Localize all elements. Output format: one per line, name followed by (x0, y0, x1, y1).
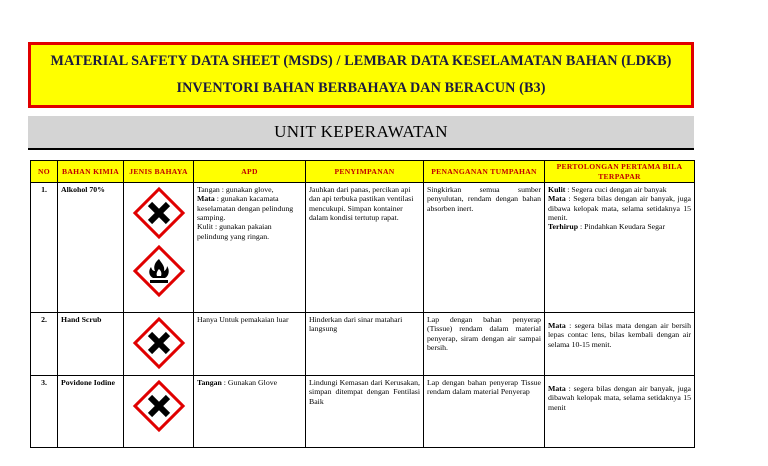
harmful-icon (131, 378, 187, 434)
flammable-icon (131, 243, 187, 299)
storage-cell: Jauhkan dari panas, percikan api dan api terbuka pastikan ventilasi mencukupi. Simpan kontainer dalam kondisi tertutup rapat. (306, 183, 424, 313)
unit-heading: UNIT KEPERAWATAN (28, 116, 694, 150)
table-row (31, 376, 695, 448)
column-header-no: NO (31, 161, 58, 183)
apd-cell: Tangan : gunakan glove, Mata : gunakan kacamata keselamatan dengan pelindung samping. Kulit : gunakan pakaian pelindung yang ringan. (194, 183, 306, 313)
table-row (31, 313, 695, 376)
row-number: 3. (31, 376, 58, 448)
first-aid-cell: Mata : segera bilas dengan air banyak, juga dibawah kelopak mata, selama setidaknya 15 menit (545, 376, 695, 448)
harmful-icon (131, 185, 187, 241)
hazard-cell (124, 183, 194, 313)
column-header-jenis-bahaya: JENIS BAHAYA (124, 161, 194, 183)
apd-label: Mata (197, 194, 215, 204)
msds-table (30, 160, 695, 448)
spill-cell: Lap dengan bahan penyerap Tissue rendam dalam material Penyerap (424, 376, 545, 448)
chemical-name: Hand Scrub (58, 313, 124, 376)
title-banner (28, 42, 694, 108)
document-title: MATERIAL SAFETY DATA SHEET (MSDS) / LEMBAR DATA KESELAMATAN BAHAN (LDKB) (50, 52, 672, 69)
storage-cell: Lindungi Kemasan dari Kerusakan, simpan ditempat dengan Fentilasi Baik (306, 376, 424, 448)
storage-cell: Hinderkan dari sinar matahari langsung (306, 313, 424, 376)
table-row (31, 183, 695, 313)
chemical-name: Alkohol 70% (58, 183, 124, 313)
harmful-icon (131, 315, 187, 371)
column-header-penanganan: PENANGANAN TUMPAHAN (424, 161, 545, 183)
row-number: 1. (31, 183, 58, 313)
table-header-row (31, 161, 695, 183)
apd-cell: Hanya Untuk pemakaian luar (194, 313, 306, 376)
column-header-apd: APD (194, 161, 306, 183)
first-aid-cell: Mata : segera bilas mata dengan air bersih lepas contac lens, bilas kembali dengan air selama 10-15 menit. (545, 313, 695, 376)
document-subtitle: INVENTORI BAHAN BERBAHAYA DAN BERACUN (B3) (176, 80, 546, 96)
spill-cell: Lap dengan bahan penyerap (Tissue) rendam dalam material penyerap, siram dengan air sampai bersih. (424, 313, 545, 376)
chemical-name: Povidone Iodine (58, 376, 124, 448)
apd-label: Tangan (197, 185, 220, 194)
hazard-cell (124, 313, 194, 376)
spill-cell: Singkirkan semua sumber penyulutan, rendam dengan bahan absorben inert. (424, 183, 545, 313)
hazard-cell (124, 376, 194, 448)
row-number: 2. (31, 313, 58, 376)
column-header-pertolongan: PERTOLONGAN PERTAMA BILA TERPAPAR (545, 161, 695, 183)
first-aid-cell: Kulit : Segera cuci dengan air banyak Mata : Segera bilas dengan air banyak, juga dibawa kelopak mata, selama setidaknya 15 menit. Terhirup : Pindahkan Keudara Segar (545, 183, 695, 313)
apd-cell: Tangan : Gunakan Glove (194, 376, 306, 448)
column-header-penyimpanan: PENYIMPANAN (306, 161, 424, 183)
column-header-bahan: BAHAN KIMIA (58, 161, 124, 183)
